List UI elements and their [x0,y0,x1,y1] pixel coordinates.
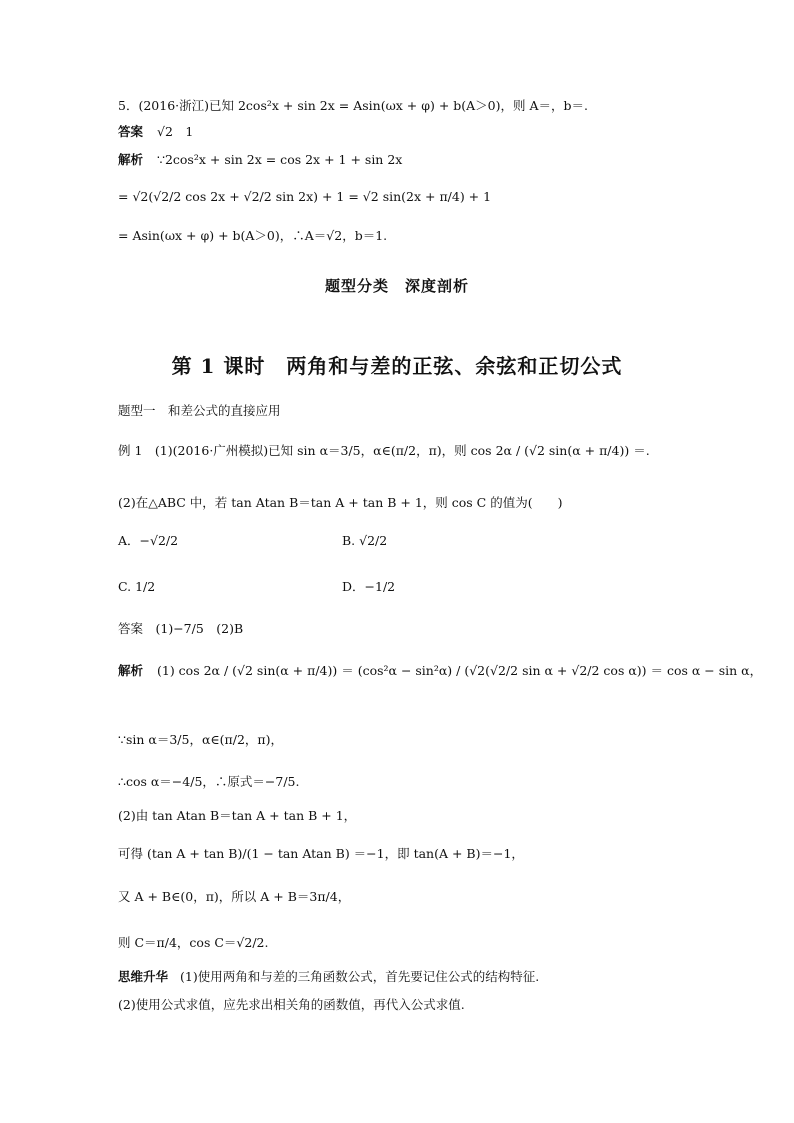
example1-analysis-a1: 解析 (1) cos 2α / (√2 sin(α + π/4)) ＝ (cos²α − sin²α) / (√2(√2/2 sin α + √2/2 cos α)) ＝ cos α − sin α， [118,663,763,678]
problem5-analysis-step3: = Asin(ωx + φ) + b(A＞0)，∴A＝√2，b＝1. [118,228,388,243]
thought-line2: (2)使用公式求值，应先求出相关角的函数值，再代入公式求值. [118,997,465,1012]
option-c: C. 1/2 [118,579,156,594]
lesson-title: 第 1 课时 两角和与差的正弦、余弦和正切公式 [171,354,623,378]
problem5-answer [118,123,193,141]
option-b: B. √2/2 [342,533,388,548]
example1-analysis-b2: 可得 (tan A + tan B)/(1 − tan Atan B) ＝−1，即 tan(A + B)＝−1， [118,846,524,861]
option-a: A．−√2/2 [118,533,179,548]
example1-question1: 例 1 (1)(2016·广州模拟)已知 sin α＝3/5，α∈(π/2，π)，则 cos 2α / (√2 sin(α + π/4)) ＝. [118,443,650,458]
problem5-analysis-step2: = √2(√2/2 cos 2x + √2/2 sin 2x) + 1 = √2 sin(2x + π/4) + 1 [118,189,492,204]
problem5-question: 5．(2016·浙江)已知 2cos²x + sin 2x = Asin(ωx + φ) + b(A＞0)，则 A＝，b＝. [118,98,588,113]
section-heading: 题型分类 深度剖析 [324,277,469,295]
example1-analysis-a2: ∵sin α＝3/5，α∈(π/2，π)， [118,732,283,747]
analysis-label: 解析 [118,152,144,167]
analysis-label-2: 解析 [118,663,144,678]
example1-analysis-a3: ∴cos α＝−4/5，∴原式＝−7/5. [118,774,300,789]
thought-line1: 思维升华 (1)使用两角和与差的三角函数公式，首先要记住公式的结构特征. [118,969,540,984]
answer-label: 答案 [118,124,144,139]
example1-answer: 答案 (1)−7/5 (2)B [118,621,244,636]
option-d: D．−1/2 [342,579,396,594]
thought-label: 思维升华 [118,969,169,984]
type1-heading: 题型一 和差公式的直接应用 [118,403,281,418]
example1-analysis-b3: 又 A + B∈(0，π)，所以 A + B＝3π/4， [118,889,351,904]
example1-analysis-b1: (2)由 tan Atan B＝tan A + tan B + 1， [118,808,357,823]
example1-analysis-b4: 则 C＝π/4，cos C＝√2/2. [118,935,269,950]
answer-value: √2 1 [157,124,194,139]
example1-question2: (2)在△ABC 中，若 tan Atan B＝tan A + tan B + 1，则 cos C 的值为( ) [118,495,563,510]
problem5-analysis-step1: 解析 ∵2cos²x + sin 2x = cos 2x + 1 + sin 2x [118,152,403,167]
